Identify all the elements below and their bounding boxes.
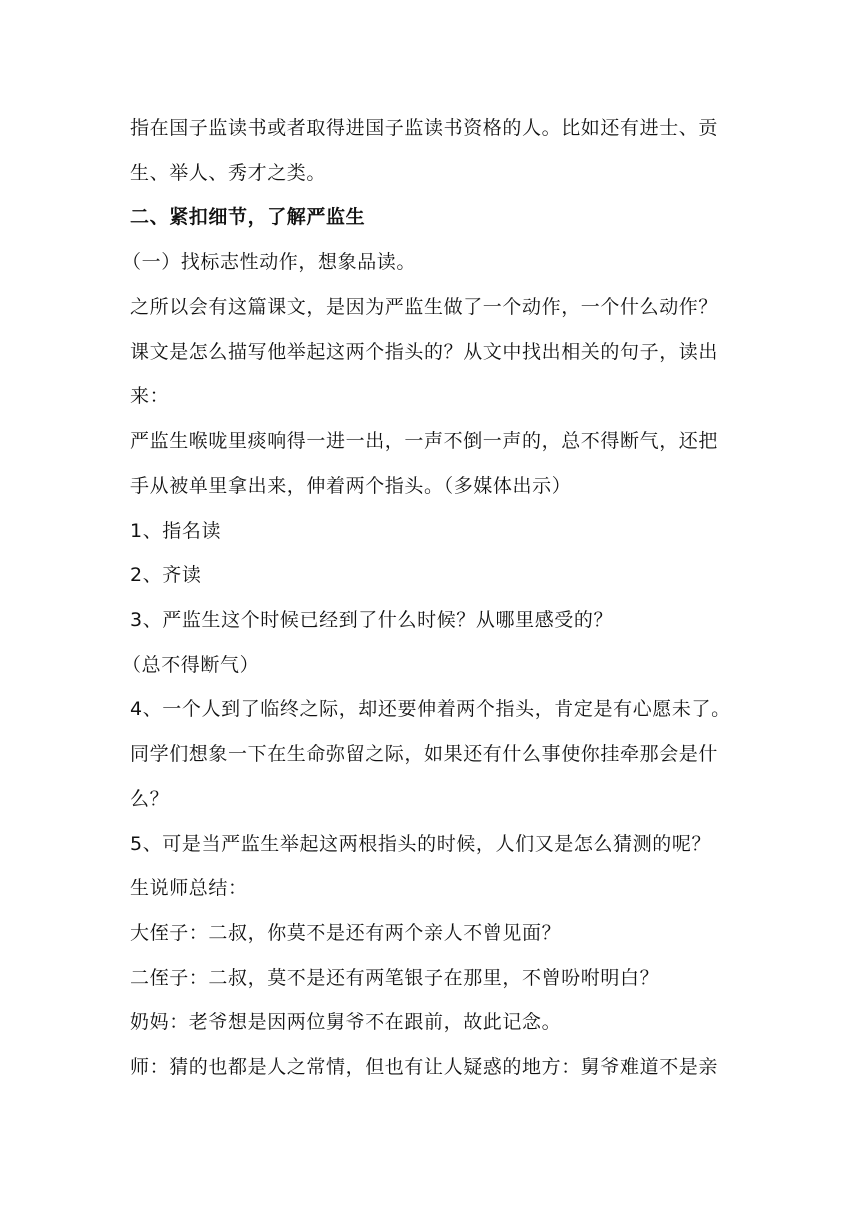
list-item: 3、严监生这个时候已经到了什么时候？从哪里感受的？: [130, 609, 614, 631]
section-heading: 二、紧扣细节，了解严监生: [130, 206, 366, 228]
text-line: 来：: [130, 385, 170, 407]
list-item: 4、一个人到了临终之际，却还要伸着两个指头，肯定是有心愿未了。: [130, 698, 731, 720]
text-line: 生说师总结：: [130, 877, 248, 899]
text-line: （总不得断气）: [122, 654, 260, 676]
dialogue-line: 大侄子：二叔，你莫不是还有两个亲人不曾见面？: [130, 922, 562, 944]
subsection-heading: （一）找标志性动作，想象品读。: [122, 251, 417, 273]
quote-line: 手从被单里拿出来，伸着两个指头。（多媒体出示）: [130, 475, 572, 497]
text-line: 同学们想象一下在生命弥留之际，如果还有什么事使你挂牵那会是什: [130, 743, 719, 765]
text-line: 课文是怎么描写他举起这两个指头的？从文中找出相关的句子，读出: [130, 341, 719, 363]
list-item: 1、指名读: [130, 520, 222, 542]
text-line: 么？: [130, 788, 170, 810]
text-line: 生、举人、秀才之类。: [130, 162, 327, 184]
list-item: 5、可是当严监生举起这两根指头的时候，人们又是怎么猜测的呢？: [130, 833, 712, 855]
dialogue-line: 奶妈：老爷想是因两位舅爷不在跟前，故此记念。: [130, 1011, 562, 1033]
list-item: 2、齐读: [130, 564, 202, 586]
text-line: 之所以会有这篇课文，是因为严监生做了一个动作，一个什么动作？: [130, 296, 719, 318]
dialogue-line: 师：猜的也都是人之常情，但也有让人疑惑的地方：舅爷难道不是亲: [130, 1056, 719, 1078]
text-line: 指在国子监读书或者取得进国子监读书资格的人。比如还有进士、贡: [130, 117, 719, 139]
dialogue-line: 二侄子：二叔，莫不是还有两笔银子在那里，不曾吩咐明白？: [130, 967, 660, 989]
quote-line: 严监生喉咙里痰响得一进一出，一声不倒一声的，总不得断气，还把: [130, 430, 719, 452]
